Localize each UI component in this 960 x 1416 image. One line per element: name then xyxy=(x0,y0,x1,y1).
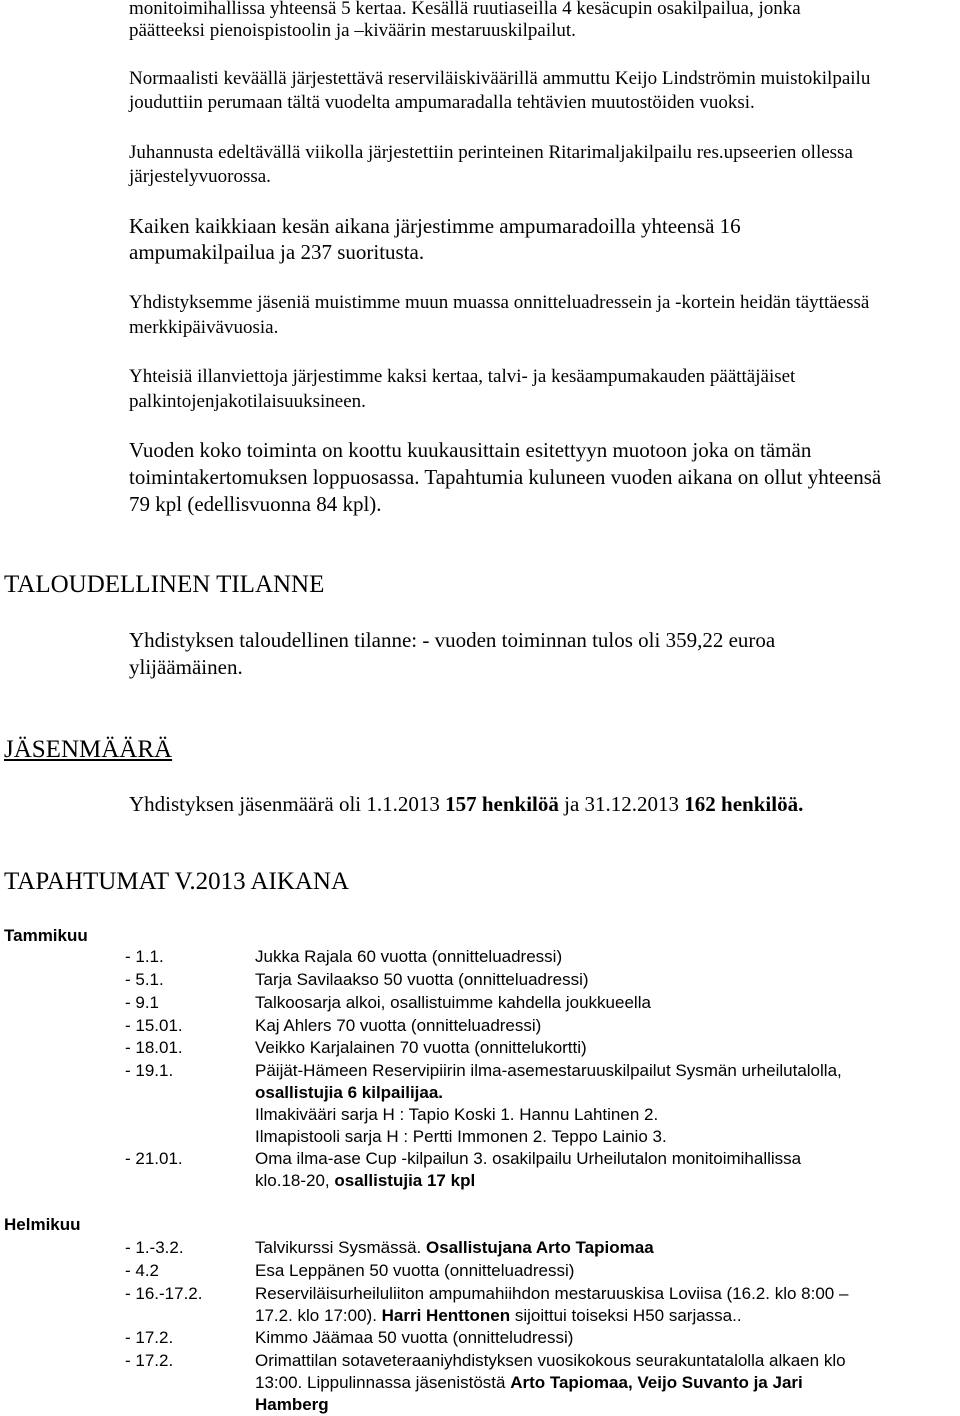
text-line: Normaalisti keväällä järjestettävä reserviläiskiväärillä ammuttu Keijo Lindströmin muistokilpailu xyxy=(129,68,871,89)
text-line: monitoimihallissa yhteensä 5 kertaa. Kesällä ruutiaseilla 4 kesäcupin osakilpailua, jonka xyxy=(129,0,801,19)
event-text: Talkoosarja alkoi, osallistuimme kahdella joukkueella xyxy=(255,993,651,1012)
section-heading-events: TAPAHTUMAT V.2013 AIKANA xyxy=(4,868,350,895)
text-line: jouduttiin perumaan tältä vuodelta ampumaradalla tehtävien muutostöiden vuoksi. xyxy=(129,92,755,113)
text-line: Yhdistyksen taloudellinen tilanne: - vuoden toiminnan tulos oli 359,22 euroa xyxy=(129,628,776,652)
text-bold: Arto Tapiomaa, Veijo Suvanto ja Jari xyxy=(510,1373,803,1392)
event-text: Oma ilma-ase Cup -kilpailun 3. osakilpailu Urheilutalon monitoimihallissa xyxy=(255,1149,802,1168)
text: sijoittui toiseksi H50 sarjassa.. xyxy=(510,1306,742,1325)
event-text: Kimmo Jäämaa 50 vuotta (onnitteludressi) xyxy=(255,1328,574,1347)
event-text: Päijät-Hämeen Reservipiirin ilma-asemestaruuskilpailut Sysmän urheilutalolla, xyxy=(255,1061,842,1080)
event-text-line xyxy=(255,1372,803,1394)
text-bold: Osallistujana Arto Tapiomaa xyxy=(425,1238,654,1257)
event-text: Ilmapistooli sarja H : Pertti Immonen 2. Teppo Lainio 3. xyxy=(255,1127,667,1146)
event-text-line xyxy=(255,1305,742,1327)
month-label: Helmikuu xyxy=(4,1215,81,1234)
text-line: merkkipäivävuosia. xyxy=(129,317,279,338)
text-line: Yhteisiä illanviettoja järjestimme kaksi kertaa, talvi- ja kesäampumakauden päättäjäiset xyxy=(129,366,796,387)
text: Talvikurssi Sysmässä. xyxy=(255,1238,426,1257)
event-text: Veikko Karjalainen 70 vuotta (onnittelukortti) xyxy=(255,1038,587,1057)
text-bold: Harri Henttonen xyxy=(381,1306,511,1325)
event-text: Jukka Rajala 60 vuotta (onnitteluadressi) xyxy=(255,947,563,966)
member-count-line xyxy=(129,792,803,817)
event-text: Orimattilan sotaveteraaniyhdistyksen vuosikokous seurakuntatalolla alkaen klo xyxy=(255,1351,846,1370)
event-date: - 17.2. xyxy=(125,1328,174,1347)
event-text: Tarja Savilaakso 50 vuotta (onnitteluadressi) xyxy=(255,970,589,989)
event-date: - 21.01. xyxy=(125,1149,183,1168)
text-line: Kaiken kaikkiaan kesän aikana järjestimme ampumaradoilla yhteensä 16 xyxy=(129,214,741,238)
event-date: - 18.01. xyxy=(125,1038,183,1057)
text: 13:00. Lippulinnassa jäsenistöstä xyxy=(255,1373,511,1392)
event-date: - 4.2 xyxy=(125,1261,160,1280)
text: ja 31.12.2013 xyxy=(558,792,685,816)
event-text: Reserviläisurheiluliiton ampumahiihdon mestaruuskisa Loviisa (16.2. klo 8:00 – xyxy=(255,1284,849,1303)
text-line: palkintojenjakotilaisuuksineen. xyxy=(129,391,366,412)
section-heading-members: JÄSENMÄÄRÄ xyxy=(4,736,173,763)
text: 17.2. klo 17:00). xyxy=(255,1306,382,1325)
event-date: - 9.1 xyxy=(125,993,160,1012)
text-line: ampumakilpailua ja 237 suoritusta. xyxy=(129,240,425,264)
text-line: Juhannusta edeltävällä viikolla järjestettiin perinteinen Ritarimaljakilpailu res.upseerien ollessa xyxy=(129,142,853,163)
text-line: ylijäämäinen. xyxy=(129,655,243,679)
text: klo.18-20, xyxy=(255,1171,335,1190)
text-line: Vuoden koko toiminta on koottu kuukausittain esitettyyn muotoon joka on tämän xyxy=(129,438,812,462)
member-count-start: 157 henkilöä xyxy=(445,792,559,816)
text-line: Yhdistyksemme jäseniä muistimme muun muassa onnitteluadressein ja -kortein heidän täyttäessä xyxy=(129,292,870,313)
section-heading-finance: TALOUDELLINEN TILANNE xyxy=(4,571,325,598)
event-date: - 1.-3.2. xyxy=(125,1238,184,1257)
text: Yhdistyksen jäsenmäärä oli 1.1.2013 xyxy=(129,792,446,816)
text-bold: osallistujia 17 kpl xyxy=(334,1171,476,1190)
month-label: Tammikuu xyxy=(4,926,88,945)
event-text-bold: osallistujia 6 kilpailijaa. xyxy=(255,1083,444,1102)
event-date: - 19.1. xyxy=(125,1061,174,1080)
event-date: - 5.1. xyxy=(125,970,164,989)
event-date: - 16.-17.2. xyxy=(125,1284,203,1303)
event-date: - 15.01. xyxy=(125,1016,183,1035)
event-date: - 17.2. xyxy=(125,1351,174,1370)
text-line: päätteeksi pienoispistoolin ja –kiväärin mestaruuskilpailut. xyxy=(129,20,576,41)
event-text: Kaj Ahlers 70 vuotta (onnitteluadressi) xyxy=(255,1016,542,1035)
event-text: Ilmakivääri sarja H : Tapio Koski 1. Hannu Lahtinen 2. xyxy=(255,1105,659,1124)
event-text-line xyxy=(255,1170,475,1192)
event-text-line xyxy=(255,1237,654,1259)
text-line: toimintakertomuksen loppuosassa. Tapahtumia kuluneen vuoden aikana on ollut yhteensä xyxy=(129,465,882,489)
event-text: Esa Leppänen 50 vuotta (onnitteluadressi) xyxy=(255,1261,575,1280)
event-text-bold: Hamberg xyxy=(255,1395,329,1414)
text-line: järjestelyvuorossa. xyxy=(129,166,271,187)
event-date: - 1.1. xyxy=(125,947,164,966)
text-line: 79 kpl (edellisvuonna 84 kpl). xyxy=(129,492,382,516)
member-count-end: 162 henkilöä. xyxy=(684,792,804,816)
